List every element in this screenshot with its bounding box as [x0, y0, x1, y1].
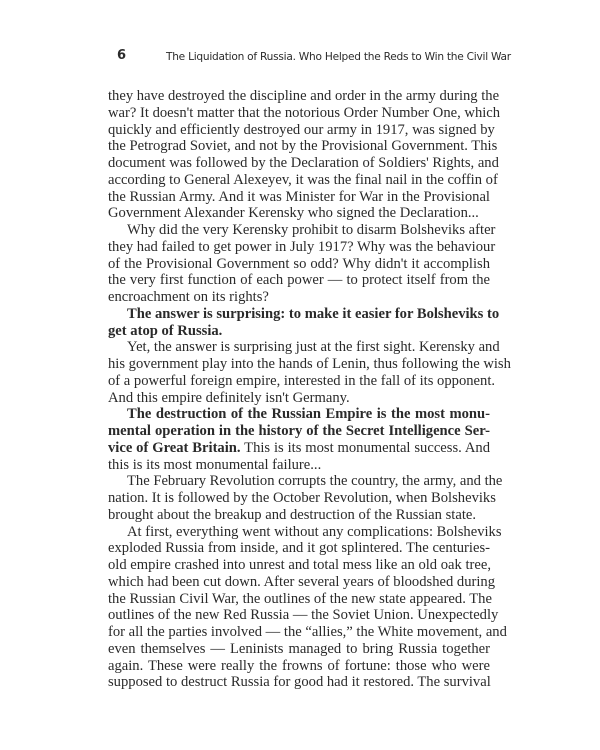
text-line: the Petrograd Soviet, and not by the Provisional Government. This	[108, 138, 498, 155]
text-line: they have destroyed the discipline and order in the army during the	[108, 88, 500, 104]
text-line: which had been cut down. After several years of bloodshed during	[108, 573, 496, 590]
text-line: the Russian Army. And it was Minister for War in the Provisional	[108, 188, 490, 205]
text-line: quickly and efficiently destroyed our army in 1917, was signed by	[108, 121, 495, 138]
text-line: this is its most monumental failure...	[108, 456, 322, 473]
text-line: Why did the very Kerensky prohibit to disarm Bolsheviks after	[127, 222, 496, 238]
text-line: supposed to destruct Russia for good had it restored. The survival	[108, 674, 491, 691]
text-line: Government Alexander Kerensky who signed the Declaration...	[108, 205, 479, 222]
text-line: his government play into the hands of Lenin, thus following the wish	[108, 356, 511, 372]
running-title: The Liquidation of Russia. Who Helped the Reds to Win the Civil War	[166, 51, 511, 63]
running-head	[117, 48, 511, 64]
text-line: again. These were really the frowns of fortune: those who were	[108, 657, 490, 674]
text-line: of a powerful foreign empire, interested in the fall of its opponent.	[108, 372, 496, 389]
text-line: the Russian Civil War, the outlines of the new state appeared. The	[108, 590, 492, 607]
text-line: even themselves — Leninists managed to bring Russia together	[108, 640, 490, 657]
text-line: get atop of Russia.	[108, 322, 223, 339]
text-line: The February Revolution corrupts the country, the army, and the	[127, 473, 503, 490]
text-line: of the Provisional Government so odd? Why didn't it accomplish	[108, 255, 490, 272]
text-line: for all the parties involved — the “allies,” the White movement, and	[108, 624, 507, 640]
text-line: The destruction of the Russian Empire is the most monu-	[127, 406, 490, 423]
text-line: encroachment on its rights?	[108, 289, 269, 305]
text-line: mental operation in the history of the Secret Intelligence Ser-	[108, 423, 490, 439]
text-line: document was followed by the Declaration of Soldiers' Rights, and	[108, 155, 499, 171]
text-line	[108, 440, 490, 457]
text-line: war? It doesn't matter that the notorious Order Number One, which	[108, 104, 501, 121]
text-line: they had failed to get power in July 1917? Why was the behaviour	[108, 238, 496, 255]
body-text	[108, 88, 511, 691]
text-line: old empire crashed into unrest and total mess like an old oak tree,	[108, 557, 491, 573]
text-line: exploded Russia from inside, and it got splintered. The centuries-	[108, 540, 490, 557]
text-line: The answer is surprising: to make it easier for Bolsheviks to	[127, 305, 500, 322]
text-segment: This is its most monumental success. And	[240, 439, 490, 456]
text-line: At first, everything went without any complications: Bolsheviks	[127, 523, 502, 540]
text-line: Yet, the answer is surprising just at the first sight. Kerensky and	[127, 339, 500, 356]
text-line: nation. It is followed by the October Revolution, when Bolsheviks	[108, 490, 496, 506]
bold-text-segment: vice of Great Britain.	[108, 439, 241, 456]
text-line: the very first function of each power — to protect itself from the	[108, 272, 490, 289]
text-line: according to General Alexeyev, it was the final nail in the coffin of	[108, 171, 498, 188]
page-number: 6	[117, 48, 127, 63]
text-line: And this empire definitely isn't Germany.	[108, 389, 350, 406]
text-line: brought about the breakup and destruction of the Russian state.	[108, 506, 477, 523]
text-line: outlines of the new Red Russia — the Soviet Union. Unexpectedly	[108, 607, 499, 624]
